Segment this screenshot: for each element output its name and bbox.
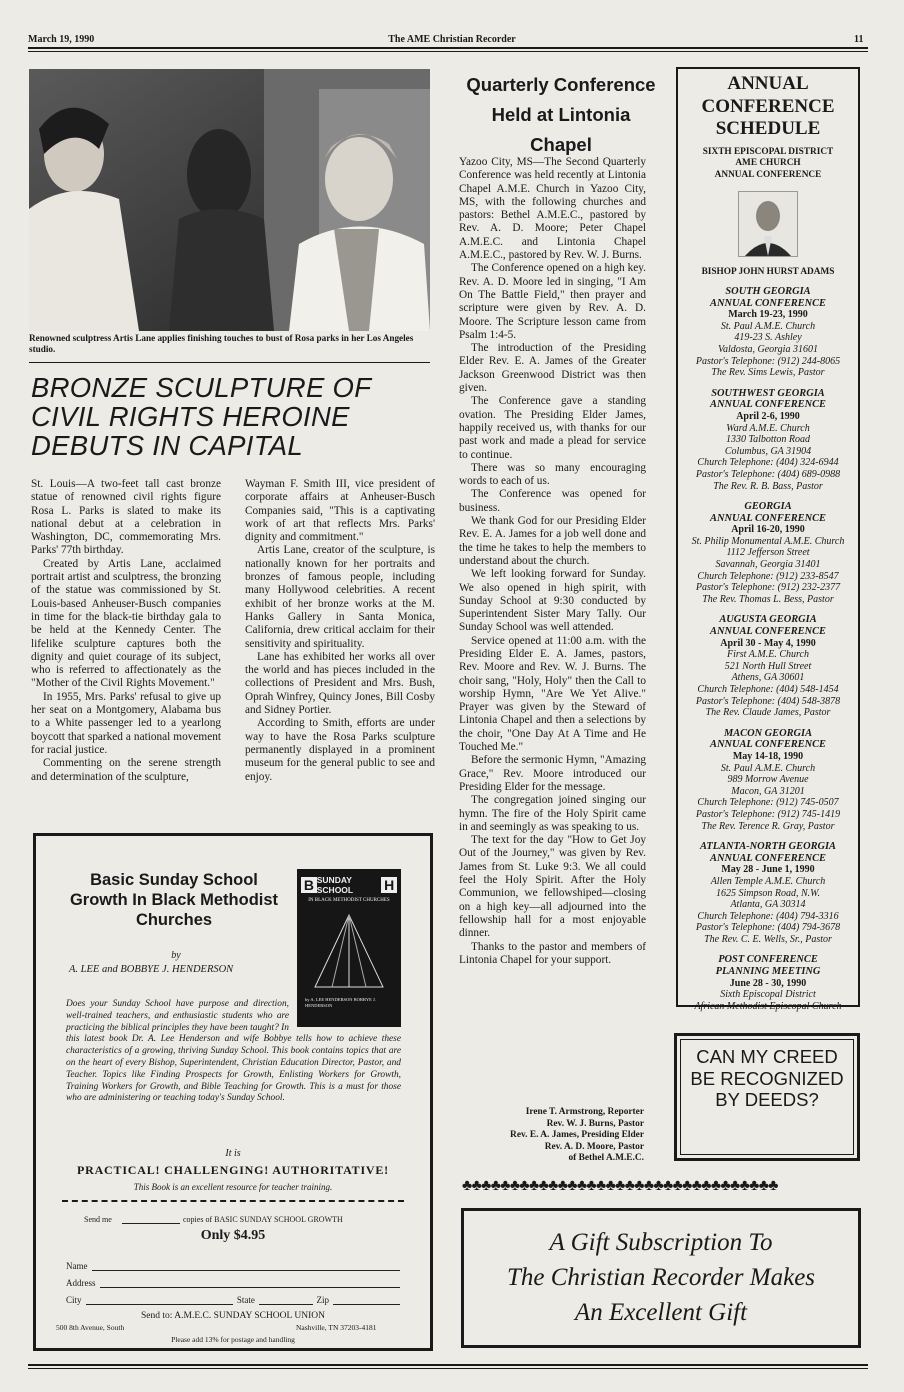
book-it-is: It is [225, 1148, 241, 1159]
schedule-entry [680, 728, 856, 832]
newspaper-name: The AME Christian Recorder [388, 34, 516, 45]
conference-type: PLANNING MEETING [715, 966, 821, 978]
sculpture-column-1 [31, 478, 221, 784]
book-blurb-text: Does your Sunday School have purpose and direction, well-trained teachers, and enthusiastic students who are practicing the biblical principles they have been taught? In this latest book Dr. A. Lee Henderson and wife Bobbye tells how to achieve these characteristics of a growing, thriving Sunday School. This book contains topics that are on the heart of every Bishop, Superintendent, Christian Education Director, Pastor, and Teacher. Topics like Finding Prospects for Growth, Enlisting Workers for Growth, Training Workers for Growth, and Bible Teaching for Growth. This is a must for those who are administering or teaching today's Sunday School. [66, 999, 401, 1104]
quarterly-paragraph: There was so many encouraging words to each of us. [459, 461, 646, 488]
coupon-send-me: Send me [84, 1215, 112, 1224]
city-field[interactable] [86, 1295, 233, 1305]
conference-name: ATLANTA-NORTH GEORGIA [700, 841, 836, 853]
conference-type: ANNUAL CONFERENCE [710, 626, 826, 638]
book-price: Only $4.95 [200, 1228, 266, 1243]
address-field[interactable] [100, 1278, 401, 1288]
conference-detail-line: Pastor's Telephone: (404) 794-3678 [695, 922, 841, 934]
send-to-address: Send to: A.M.E.C. SUNDAY SCHOOL UNION [141, 1311, 325, 1321]
schedule-entry [680, 954, 856, 1012]
quarterly-signatures [459, 1107, 644, 1165]
cover-title: SUNDAY SCHOOL [316, 875, 354, 895]
conference-detail-line: Church Telephone: (404) 794-3316 [697, 910, 839, 922]
schedule-entry [680, 501, 856, 605]
conference-detail-line: Allen Temple A.M.E. Church [710, 875, 826, 887]
schedule-title: ANNUAL CONFERENCE SCHEDULE [701, 73, 835, 139]
book-authors: A. LEE and BOBBYE J. HENDERSON [69, 964, 234, 975]
sculpture-paragraph: St. Louis—A two-feet tall cast bronze statue of renowned civil rights figure Rosa L. Parks is slated to make its national debut at a celebration in Washington, DC, commemorating Mrs. Parks' 77th birthday. [31, 478, 221, 557]
state-label: State [236, 1295, 255, 1305]
cover-badge-b: B [301, 877, 317, 893]
caption-rule [29, 362, 430, 363]
city-label: City [66, 1295, 82, 1305]
gift-line-2: The Christian Recorder Makes [506, 1264, 816, 1291]
quarterly-paragraph: Yazoo City, MS—The Second Quarterly Conference was held recently at Lintonia Chapel A.M.E. Church in Yazoo City, MS, with the following churches and pastors: Bethel A.M.E.C., pastored by Rev. A. D. Moore; Peter Chapel A.M.E.C. and Lintonia Chapel A.M.E.C., pastored by Rev. W. J. Burns. [459, 156, 646, 262]
sculpture-paragraph: Wayman F. Smith III, vice president of corporate affairs at Anheuser-Busch Companies said, "This is a captivating work of art that reflects Mrs. Parks' dignity and commitment." [245, 478, 435, 544]
ornament-divider: ♣♣♣♣♣♣♣♣♣♣♣♣♣♣♣♣♣♣♣♣♣♣♣♣♣♣♣♣♣♣♣♣♣ [462, 1177, 778, 1194]
quarterly-headline: Quarterly Conference Held at Lintonia Chapel [466, 74, 656, 155]
bishop-photo-image [739, 192, 797, 256]
conference-detail-line: The Rev. Thomas L. Bess, Pastor [702, 593, 834, 605]
quarterly-article [459, 156, 646, 967]
conference-detail-line: 1625 Simpson Road, N.W. [715, 887, 821, 899]
conference-detail-line: The Rev. R. B. Bass, Pastor [713, 480, 823, 492]
conference-dates: May 14-18, 1990 [732, 750, 804, 762]
conference-detail-line: Athens, GA 30601 [731, 672, 805, 684]
quarterly-paragraph: The Conference gave a standing ovation. The Presiding Elder James, happily received us, with thanks for our past work and made a plead for service to continue. [459, 395, 646, 461]
conference-detail-line: St. Philip Monumental A.M.E. Church [691, 535, 845, 547]
sculpture-paragraph: Commenting on the serene strength and determination of the sculpture, [31, 757, 221, 783]
schedule-entry [680, 388, 856, 492]
conference-name: POST CONFERENCE [718, 954, 818, 966]
name-label: Name [66, 1261, 88, 1271]
conference-detail-line: Church Telephone: (912) 745-0507 [697, 797, 839, 809]
conference-dates: March 19-23, 1990 [728, 309, 808, 321]
quarterly-paragraph: Before the sermonic Hymn, "Amazing Grace," Rev. Moore introduced our Presiding Elder for the message. [459, 754, 646, 793]
book-title: Basic Sunday School Growth In Black Methodist Churches [69, 871, 279, 929]
book-by: by [171, 950, 181, 961]
conference-detail-line: The Rev. Claude James, Pastor [705, 707, 831, 719]
signature-line: Rev. E. A. James, Presiding Elder [510, 1130, 644, 1140]
conference-type: ANNUAL CONFERENCE [710, 512, 826, 524]
photo-caption: Renowned sculptress Artis Lane applies finishing touches to bust of Rosa parks in her Los Angeles studio. [29, 333, 414, 354]
conference-detail-line: 521 North Hull Street [724, 660, 812, 672]
sculpture-paragraph: Created by Artis Lane, acclaimed portrait artist and sculptress, the bronzing of the statue was commissioned by St. Louis-based Anheuser-Busch companies in time for the black-tie birthday gala to be held at the Kennedy Center. The lifelike sculpture captures both the dignity and quiet courage of its subject, who is referred to affectionately as the "Mother of the Civil Rights Movement." [31, 557, 221, 690]
conference-schedule [676, 67, 860, 1012]
conference-detail-line: Pastor's Telephone: (912) 745-1419 [695, 808, 841, 820]
conference-dates: April 30 - May 4, 1990 [720, 637, 816, 649]
conference-detail-line: Church Telephone: (912) 233-8547 [697, 570, 839, 582]
zip-label: Zip [316, 1295, 329, 1305]
quarterly-paragraph: The Conference opened on a high key. Rev. A. D. Moore led in singing, "I Am On The Battle Field," then prayer and scripture were given by Rev. A. D. Moore. The Scripture lesson came from Psalm 1:4-5. [459, 262, 646, 341]
quarterly-paragraph: We left looking forward for Sunday. We also opened in high spirit, with Sunday School at 9:30 conducted by Superintendent Sister Mary Tally. Our Sunday School was well attended. [459, 568, 646, 634]
header-rule-thin [28, 51, 868, 52]
conference-detail-line: The Rev. Sims Lewis, Pastor [711, 367, 825, 379]
sculpture-headline: BRONZE SCULPTURE OF CIVIL RIGHTS HEROINE DEBUTS IN CAPITAL [31, 372, 371, 461]
conference-detail-line: Ward A.M.E. Church [726, 422, 810, 434]
sculpture-paragraph: In 1955, Mrs. Parks' refusal to give up her seat on a Montgomery, Alabama bus to a White passenger led to a yearlong boycott that sparked a national movement for racial justice. [31, 690, 221, 756]
quarterly-paragraph: The text for the day "How to Get Joy Out of the Journey," was given by Rev. James from St. Luke 9:3. We all could feel the Holy Spirit. After the Holy Communion, we fellowshiped—closing on a high key—all adjourned into the fellowship hall for a most enjoyable dinner. [459, 834, 646, 940]
conference-detail-line: Valdosta, Georgia 31601 [718, 343, 818, 355]
schedule-church: AME CHURCH [735, 158, 801, 168]
address-label: Address [66, 1278, 96, 1288]
postage-note: Please add 13% for postage and handling [171, 1335, 295, 1344]
quarterly-paragraph: The congregation joined singing our hymn. The fire of the Holy Spirit came in and seemingly as was speaking to us. [459, 794, 646, 833]
schedule-entry [680, 841, 856, 945]
conference-detail-line: Pastor's Telephone: (404) 689-0988 [695, 468, 841, 480]
schedule-list [678, 286, 858, 1012]
conference-detail-line: Savannah, Georgia 31401 [715, 559, 821, 571]
gift-line-3: An Excellent Gift [574, 1299, 748, 1326]
schedule-district: SIXTH EPISCOPAL DISTRICT [702, 146, 834, 157]
conference-dates: April 2-6, 1990 [736, 410, 800, 422]
sculpture-paragraph: According to Smith, efforts are under way to have the Rosa Parks sculpture permanently displayed in a prominent museum for the general public to see and enjoy. [245, 717, 435, 783]
conference-dates: May 28 - June 1, 1990 [721, 864, 815, 876]
studio-photo-image [29, 69, 430, 331]
conference-detail-line: Church Telephone: (404) 548-1454 [697, 684, 839, 695]
conference-detail-line: 989 Morrow Avenue [727, 774, 809, 786]
signature-line: Rev. A. D. Moore, Pastor [544, 1141, 644, 1152]
gift-line-1: A Gift Subscription To [549, 1229, 773, 1256]
sculpture-paragraph: Artis Lane, creator of the sculpture, is nationally known for her portraits and bronzes of famous people, including many Hollywood celebrities. A recent exhibit of her bronze works at the M. Hanks Gallery in Santa Monica, California, drew critical acclaim for their sensitivity and spirituality. [245, 544, 435, 650]
conference-detail-line: African Methodist Episcopal Church [694, 1000, 842, 1012]
name-field[interactable] [92, 1261, 401, 1271]
book-ad [33, 833, 433, 1351]
conference-detail-line: Church Telephone: (404) 324-6944 [697, 457, 839, 469]
order-form [66, 1254, 400, 1305]
conference-type: ANNUAL CONFERENCE [710, 399, 826, 411]
conference-name: SOUTHWEST GEORGIA [711, 387, 825, 399]
quarterly-paragraph: The introduction of the Presiding Elder Rev. E. A. James of the Greater Jackson Greenwood District was then given. [459, 342, 646, 395]
sculpture-column-2 [245, 478, 435, 784]
footer-rule [28, 1364, 868, 1366]
cover-authors: by A. LEE HENDERSON BOBBYE J. HENDERSON [305, 997, 376, 1008]
conference-detail-line: The Rev. Terence R. Gray, Pastor [701, 820, 835, 832]
quarterly-paragraph: Service opened at 11:00 a.m. with the Presiding Elder E. A. James, pastors, Rev. Moore and Rev. W. J. Burns. The choir sang, "Holy, Holy" then the Call to worship Hymn, "Are We Yet Alive." Prayer was given by the Steward of Lintonia Chapel and then a selections by the choir, "One Day At A Time and He Touched Me." [459, 634, 646, 754]
union-city: Nashville, TN 37203-4181 [296, 1323, 377, 1332]
conference-detail-line: Pastor's Telephone: (912) 232-2377 [695, 582, 841, 594]
conference-detail-line: 1112 Jefferson Street [726, 547, 810, 559]
conference-detail-line: Macon, GA 31201 [731, 785, 805, 797]
signature-line: Rev. W. J. Burns, Pastor [546, 1118, 644, 1129]
signature-line: Irene T. Armstrong, Reporter [525, 1107, 644, 1117]
conference-detail-line: 1330 Talbotton Road [725, 434, 811, 446]
conference-name: GEORGIA [744, 501, 792, 513]
conference-detail-line: St. Paul A.M.E. Church [720, 762, 816, 774]
conference-detail-line: Pastor's Telephone: (912) 244-8065 [695, 355, 841, 367]
conference-type: ANNUAL CONFERENCE [710, 739, 826, 751]
zip-field[interactable] [333, 1295, 400, 1305]
page-number: 11 [854, 34, 864, 45]
bishop-name: BISHOP JOHN HURST ADAMS [701, 267, 835, 277]
quarterly-paragraph: The Conference was opened for business. [459, 488, 646, 514]
gift-subscription-box [461, 1208, 861, 1348]
schedule-entry [680, 614, 856, 718]
conference-dates: April 16-20, 1990 [731, 524, 805, 536]
schedule-entry [680, 286, 856, 379]
conference-detail-line: Columbus, GA 31904 [724, 445, 812, 457]
cover-pyramid-graphic [297, 907, 401, 997]
cover-badge-h: H [381, 877, 397, 893]
creed-text: CAN MY CREED BE RECOGNIZED BY DEEDS? [690, 1046, 844, 1110]
conference-type: ANNUAL CONFERENCE [710, 297, 826, 309]
conference-detail-line: Atlanta, GA 30314 [730, 899, 806, 911]
conference-name: AUGUSTA GEORGIA [719, 614, 817, 626]
conference-detail-line: Pastor's Telephone: (404) 548-3878 [695, 695, 841, 707]
name-row [66, 1261, 400, 1271]
union-street: 500 8th Avenue, South [56, 1323, 125, 1332]
conference-name: MACON GEORGIA [723, 727, 813, 739]
quarterly-paragraph: We thank God for our Presiding Elder Rev. E. A. James for a job well done and the time he takes to help the members to understand about the church. [459, 515, 646, 567]
coupon-copies-of: copies of BASIC SUNDAY SCHOOL GROWTH [183, 1215, 343, 1224]
conference-detail-line: 419-23 S. Ashley [734, 332, 802, 344]
conference-detail-line: St. Paul A.M.E. Church [720, 320, 816, 332]
signature-line: of Bethel A.M.E.C. [568, 1153, 644, 1163]
sculpture-paragraph: Lane has exhibited her works all over the world and has pieces included in the collections of President and Mrs. Bush, Oprah Winfrey, Quincy Jones, Bill Cosby and Sidney Portier. [245, 650, 435, 717]
cover-subtitle: IN BLACK METHODIST CHURCHES [308, 898, 390, 903]
quarterly-paragraph: Thanks to the pastor and members of Lintonia Chapel for your support. [459, 940, 646, 966]
book-tagline: PRACTICAL! CHALLENGING! AUTHORITATIVE! [77, 1163, 389, 1177]
conference-detail-line: The Rev. C. E. Wells, Sr., Pastor [704, 933, 832, 945]
conference-detail-line: First A.M.E. Church [727, 649, 809, 661]
footer-rule-thin [28, 1368, 868, 1369]
state-field[interactable] [259, 1295, 313, 1305]
conference-name: SOUTH GEORGIA [725, 286, 811, 297]
creed-box [674, 1033, 860, 1161]
book-resource-note: This Book is an excellent resource for teacher training. [133, 1182, 333, 1192]
city-row [66, 1295, 400, 1305]
sculpture-photo [29, 69, 430, 331]
header-rule [28, 47, 868, 49]
schedule-conference: ANNUAL CONFERENCE [714, 169, 822, 180]
coupon-cut-line [62, 1200, 404, 1202]
conference-dates: June 28 - 30, 1990 [729, 977, 807, 989]
conference-type: ANNUAL CONFERENCE [710, 852, 826, 864]
conference-detail-line: Sixth Episcopal District [720, 989, 816, 1001]
bishop-portrait [738, 191, 798, 257]
issue-date: March 19, 1990 [28, 34, 95, 45]
quantity-field[interactable] [122, 1223, 180, 1224]
address-row [66, 1278, 400, 1288]
